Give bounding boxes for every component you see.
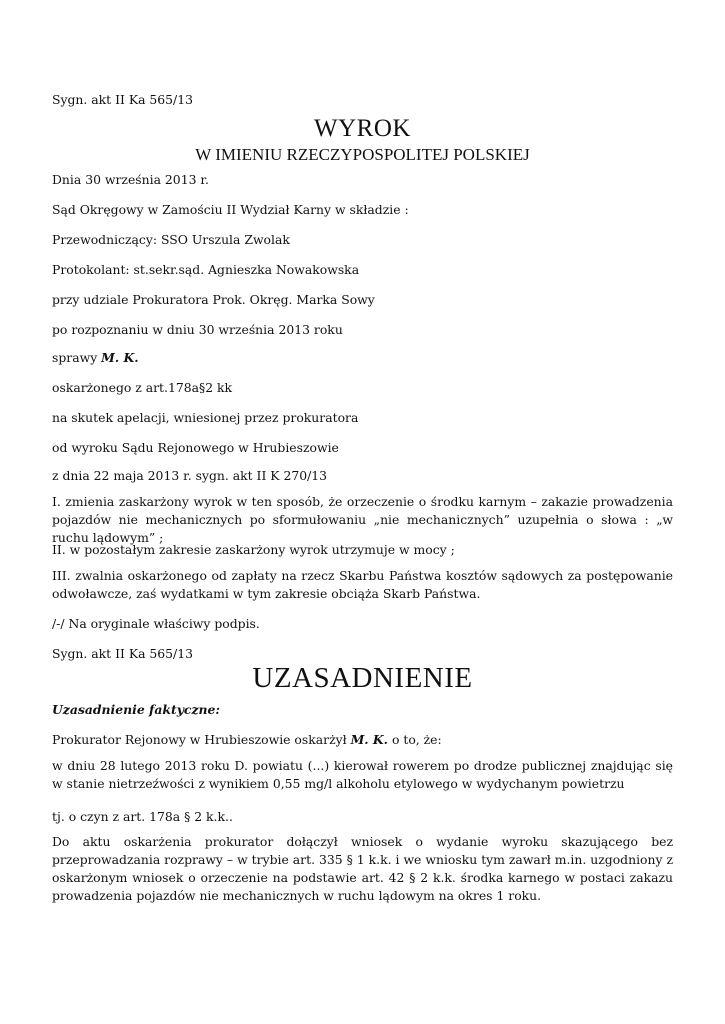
motion-paragraph: Do aktu oskarżenia prokurator dołączył wniosek o wydanie wyroku skazującego bez przeprowadzania rozprawy – w trybie art. 335 § 1 k.k. i we wniosku tym zawarł m.in. uzgodniony z oskarżonym wniosek o orzeczenie na podstawie art. 42 § 2 k.k. środka karnego w postaci zakazu prowadzenia pojazdów nie mechanicznych w ruchu lądowym na okres 1 roku.	[52, 834, 673, 903]
case-signature: Sygn. akt II Ka 565/13	[52, 92, 193, 107]
defendant-name: M. K.	[101, 350, 139, 365]
ruling-point-3: III. zwalnia oskarżonego od zapłaty na rzecz Skarbu Państwa kosztów sądowych za postępowanie odwoławcze, zaś wydatkami w tym zakresie obciąża Skarb Państwa.	[52, 568, 673, 601]
hearing-date: po rozpoznaniu w dniu 30 września 2013 roku	[52, 322, 343, 337]
court-recorder: Protokolant: st.sekr.sąd. Agnieszka Nowakowska	[52, 262, 360, 277]
appeal-line: na skutek apelacji, wniesionej przez prokuratora	[52, 410, 359, 425]
case-party	[52, 350, 139, 366]
indictment-line	[52, 732, 442, 748]
case-party-label: sprawy	[52, 350, 102, 365]
judgment-date: Dnia 30 września 2013 r.	[52, 172, 209, 187]
indictment-defendant: M. K.	[350, 732, 388, 747]
case-signature-repeat: Sygn. akt II Ka 565/13	[52, 646, 193, 661]
justification-title: UZASADNIENIE	[252, 662, 473, 694]
court-composition: Sąd Okręgowy w Zamościu II Wydział Karny w składzie :	[52, 202, 409, 217]
judgment-subtitle: W IMIENIU RZECZYPOSPOLITEJ POLSKIEJ	[195, 145, 530, 164]
appealed-judgment: od wyroku Sądu Rejonowego w Hrubieszowie	[52, 440, 339, 455]
presiding-judge: Przewodniczący: SSO Urszula Zwolak	[52, 232, 290, 247]
appealed-judgment-date: z dnia 22 maja 2013 r. sygn. akt II K 270/13	[52, 468, 328, 483]
offence-line: tj. o czyn z art. 178a § 2 k.k..	[52, 809, 233, 824]
facts-paragraph: w dniu 28 lutego 2013 roku D. powiatu (...) kierował rowerem po drodze publicznej znajdując się w stanie nietrzeźwości z wynikiem 0,55 mg/l alkoholu etylowego w wydychanym powietrzu	[52, 758, 673, 791]
factual-heading: Uzasadnienie faktyczne:	[52, 702, 220, 717]
indictment-text: Prokurator Rejonowy w Hrubieszowie oskarżył	[52, 732, 351, 747]
prosecutor-line: przy udziale Prokuratora Prok. Okręg. Marka Sowy	[52, 292, 375, 307]
indictment-suffix: o to, że:	[388, 732, 442, 747]
ruling-point-2: II. w pozostałym zakresie zaskarżony wyrok utrzymuje w mocy ;	[52, 542, 455, 557]
ruling-point-1: I. zmienia zaskarżony wyrok w ten sposób, że orzeczenie o środku karnym – zakazie prowadzenia pojazdów nie mechanicznych po sformułowaniu „nie mechanicznych” uzupełnia o słowa : „w ruchu lądowym” ;	[52, 494, 673, 545]
original-signature-note: /-/ Na oryginale właściwy podpis.	[52, 616, 260, 631]
judgment-title: WYROK	[314, 115, 411, 142]
charge-line: oskarżonego z art.178a§2 kk	[52, 380, 233, 395]
